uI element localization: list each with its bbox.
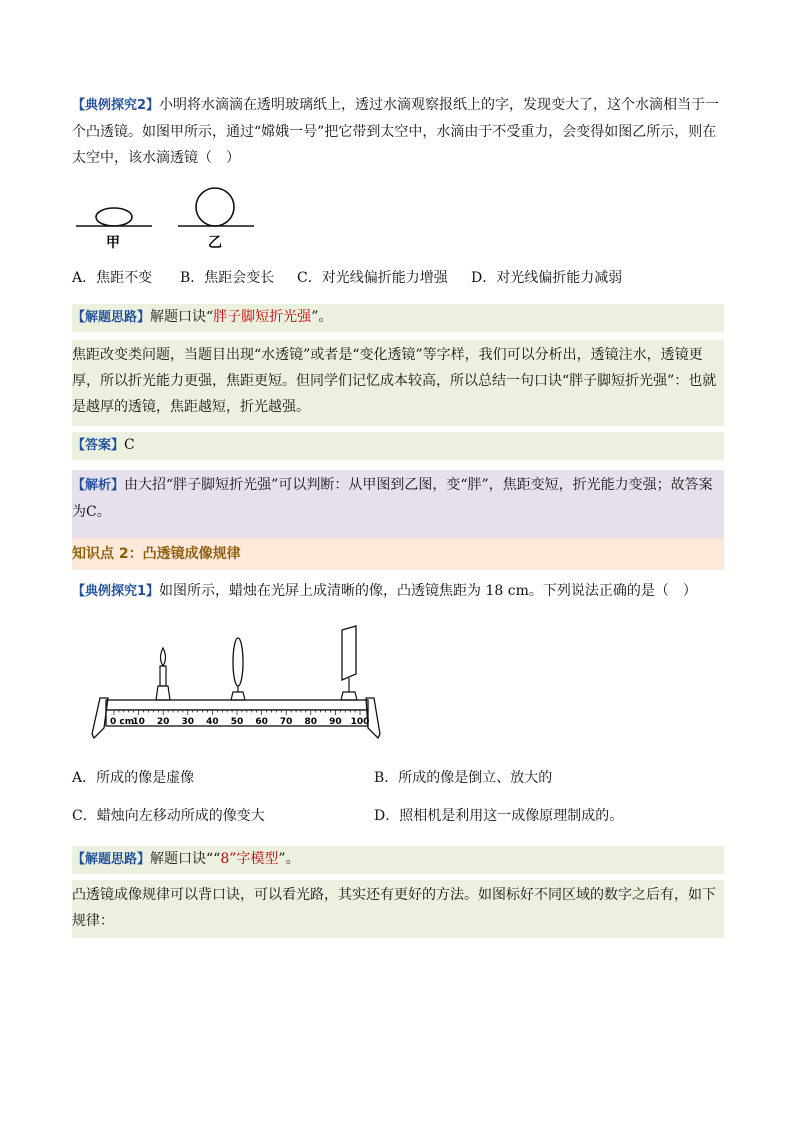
ruler-label: 20 bbox=[156, 717, 170, 727]
solution-idea-2-tag: 【解题思路】 bbox=[72, 852, 151, 867]
answer-1-tag: 【答案】 bbox=[72, 438, 125, 453]
ruler-label: 60 bbox=[255, 717, 268, 727]
analysis-1-text: 由大招“胖子脚短折光强”可以判断：从甲图到乙图，变“胖”，焦距变短，折光能力变强；故答案为C。 bbox=[72, 477, 713, 520]
q1-option-a[interactable]: A．焦距不变 bbox=[72, 270, 153, 286]
figure-label-b: 乙 bbox=[208, 235, 222, 251]
lens-holder bbox=[231, 692, 245, 700]
solution-idea-2-phrase: 8”字模型 bbox=[220, 851, 279, 867]
ruler-label: 70 bbox=[279, 717, 293, 727]
question-2 bbox=[72, 578, 724, 605]
q1-option-c[interactable]: C．对光线偏折能力增强 bbox=[297, 270, 448, 286]
solution-idea-1-phrase: 胖子脚短折光强 bbox=[213, 309, 312, 325]
question-2-text: 如图所示，蜡烛在光屏上成清晰的像，凸透镜焦距为 18 cm。下列说法正确的是（ ） bbox=[159, 583, 697, 599]
question-2-tag: 【典例探究1】 bbox=[72, 584, 160, 599]
bench-rail bbox=[106, 700, 368, 710]
light-screen bbox=[342, 626, 356, 680]
water-drop-figure bbox=[72, 184, 262, 254]
figure-label-a: 甲 bbox=[106, 235, 120, 251]
candle-holder bbox=[156, 686, 170, 700]
candle-body bbox=[160, 666, 166, 686]
ruler-label: 30 bbox=[181, 717, 195, 727]
candle-flame bbox=[161, 648, 166, 666]
question-1-text: 小明将水滴滴在透明玻璃纸上，透过水滴观察报纸上的字，发现变大了，这个水滴相当于一个凸透镜。如图甲所示，通过“嫦娥一号”把它带到太空中，水滴由于不受重力，会变得如图乙所示，则在太空中，该水滴透镜（ ） bbox=[72, 97, 720, 166]
ruler-label: 40 bbox=[206, 717, 219, 727]
ruler-label: 0 cm bbox=[110, 717, 135, 727]
q2-option-d[interactable]: D．照相机是利用这一成像原理制成的。 bbox=[374, 808, 624, 824]
ruler-label: 50 bbox=[230, 717, 244, 727]
knowledge-point-2 bbox=[72, 538, 724, 570]
solution-idea-2-body: 凸透镜成像规律可以背口诀，可以看光路，其实还有更好的方法。如图标好不同区域的数字之后有，如下规律： bbox=[72, 880, 724, 938]
ruler-label: 100 bbox=[350, 717, 370, 727]
q1-option-d[interactable]: D．对光线偏折能力减弱 bbox=[471, 270, 623, 286]
solution-idea-2-suffix: ”。 bbox=[278, 851, 300, 867]
solution-idea-1-body: 焦距改变类问题，当题目出现“水透镜”或者是“变化透镜”等字样，我们可以分析出，透镜注水，透镜更厚，所以折光能力更强，焦距更短。但同学们记忆成本较高，所以总结一句口诀“胖子脚短折光强”：也就是越厚的透镜，焦距越短，折光越强。 bbox=[72, 340, 724, 426]
q2-option-a[interactable]: A．所成的像是虚像 bbox=[72, 770, 195, 786]
ruler-label: 10 bbox=[132, 717, 145, 727]
answer-1 bbox=[72, 432, 724, 460]
solution-idea-2-prefix: 解题口诀““ bbox=[150, 851, 221, 867]
optical-bench-figure bbox=[90, 622, 390, 748]
analysis-1-tag: 【解析】 bbox=[72, 478, 125, 493]
solution-idea-1-header bbox=[72, 304, 724, 332]
ruler-label: 90 bbox=[329, 717, 342, 727]
round-drop bbox=[196, 188, 234, 226]
convex-lens bbox=[233, 638, 243, 686]
q2-option-b[interactable]: B．所成的像是倒立、放大的 bbox=[374, 770, 553, 786]
question-1-tag: 【典例探究2】 bbox=[72, 98, 160, 113]
question-1 bbox=[72, 92, 724, 171]
answer-1-value: C bbox=[124, 437, 135, 453]
flat-drop bbox=[96, 208, 132, 226]
q2-option-c[interactable]: C．蜡烛向左移动所成的像变大 bbox=[72, 808, 265, 824]
solution-idea-1-tag: 【解题思路】 bbox=[72, 310, 151, 325]
ruler-label: 80 bbox=[304, 717, 318, 727]
solution-idea-1-prefix: 解题口诀“ bbox=[150, 309, 214, 325]
analysis-1 bbox=[72, 470, 724, 538]
solution-idea-2-header bbox=[72, 846, 724, 874]
q1-option-b[interactable]: B．焦距会变长 bbox=[180, 270, 275, 286]
solution-idea-1-suffix: ”。 bbox=[311, 309, 333, 325]
knowledge-point-2-title: 知识点 2：凸透镜成像规律 bbox=[72, 546, 241, 562]
screen-holder bbox=[341, 692, 357, 700]
